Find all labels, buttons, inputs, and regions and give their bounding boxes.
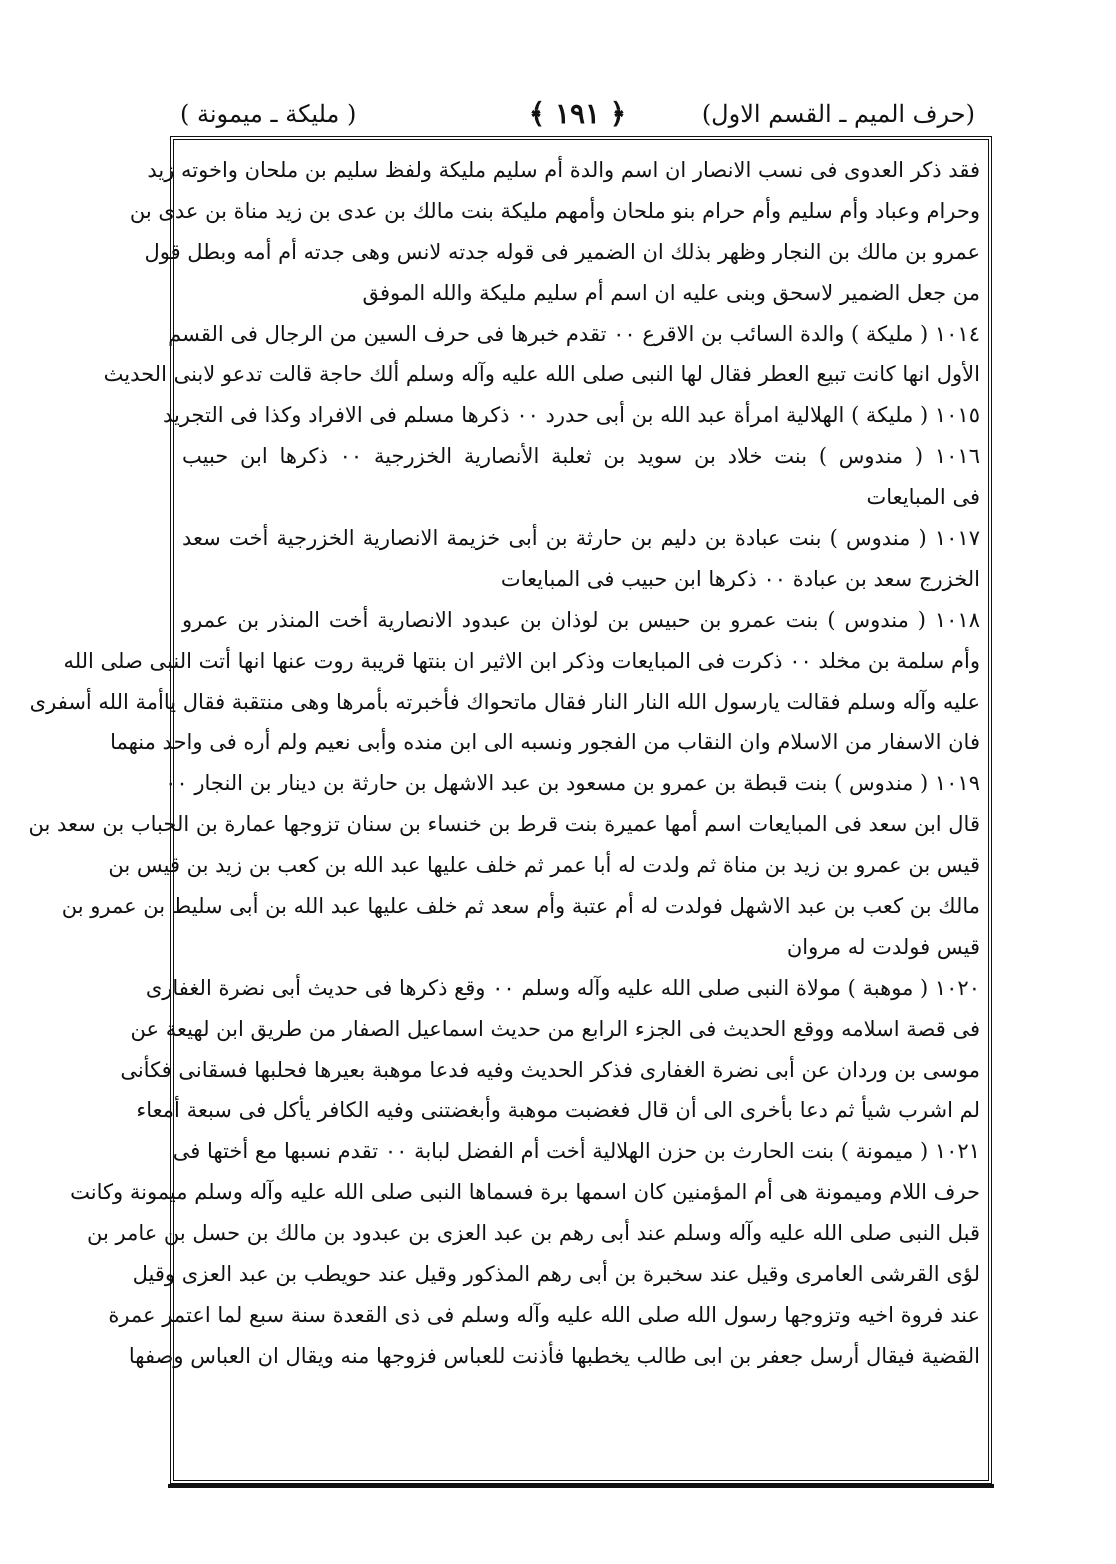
bottom-rule bbox=[168, 1484, 994, 1488]
page-body bbox=[28, 150, 980, 1475]
text-line: ١٠١٤ ( مليكة ) والدة السائب بن الاقرع ٠٠ تقدم خبرها فى حرف السين من الرجال فى القسم bbox=[168, 321, 980, 346]
text-line: وأم سلمة بن مخلد ٠٠ ذكرت فى المبايعات وذكر ابن الاثير ان بنتها قريبة روت عنها انها أتت النبى صلى الله bbox=[63, 648, 980, 673]
text-line: حرف اللام وميمونة هى أم المؤمنين كان اسمها برة فسماها النبى صلى الله عليه وآله وسلم ميمونة وكانت bbox=[70, 1180, 980, 1205]
text-line: قال ابن سعد فى المبايعات اسم أمها عميرة بنت قرط بن خنساء بن سنان تزوجها عمارة بن الحباب بن سعد بن bbox=[28, 812, 980, 837]
text-line: ١٠١٨ ( مندوس ) بنت عمرو بن حبيس بن لوذان بن عبدود الانصارية أخت المنذر بن عمرو bbox=[182, 607, 980, 632]
text-line: قيس بن عمرو بن زيد بن مناة ثم ولدت له أبا عمر ثم خلف عليها عبد الله بن كعب بن زيد بن قيس بن bbox=[108, 853, 980, 878]
text-line: الأول انها كانت تبيع العطر فقال لها النبى صلى الله عليه وآله وسلم ألك حاجة قالت تدعو لابنى الحديث bbox=[103, 362, 980, 387]
text-line: لم اشرب شيأ ثم دعا بأخرى الى أن قال فغضبت موهبة وأبغضتنى وفيه الكافر يأكل فى سبعة أمعاء bbox=[136, 1098, 980, 1123]
text-line: ١٠١٦ ( مندوس ) بنت خلاد بن سويد بن ثعلبة الأنصارية الخزرجية ٠٠ ذكرها ابن حبيب bbox=[182, 444, 980, 469]
text-line: ١٠٢٠ ( موهبة ) مولاة النبى صلى الله عليه وآله وسلم ٠٠ وقع ذكرها فى حديث أبى نضرة الغفارى bbox=[145, 975, 980, 1000]
text-line: فقد ذكر العدوى فى نسب الانصار ان اسم والدة أم سليم مليكة ولفظ سليم بن ملحان واخوته زيد bbox=[147, 158, 980, 182]
page-header bbox=[180, 92, 975, 136]
text-line: مالك بن كعب بن عبد الاشهل فولدت له أم عتبة وأم سعد ثم خلف عليها عبد الله بن أبى سليط بن عمرو بن bbox=[61, 894, 980, 919]
text-line: ١٠٢١ ( ميمونة ) بنت الحارث بن حزن الهلالية أخت أم الفضل لبابة ٠٠ تقدم نسبها مع أختها فى bbox=[172, 1139, 980, 1164]
entry-range: ( مليكة ـ ميمونة ) bbox=[180, 100, 357, 128]
text-line: قيس فولدت له مروان bbox=[786, 934, 980, 959]
text-line: فى المبايعات bbox=[866, 485, 980, 510]
text-line: قبل النبى صلى الله عليه وآله وسلم عند أبى رهم بن عبد العزى بن عبدود بن مالك بن حسل بن عامر بن bbox=[86, 1221, 980, 1246]
text-line: ١٠١٥ ( مليكة ) الهلالية امرأة عبد الله بن أبى حدرد ٠٠ ذكرها مسلم فى الافراد وكذا فى التجريد bbox=[162, 403, 980, 428]
section-title: (حرف الميم ـ القسم الاول) bbox=[701, 100, 975, 128]
text-line: عمرو بن مالك بن النجار وظهر بذلك ان الضمير فى قوله جدته لانس وهى جدته أم أمه وبطل قول bbox=[144, 239, 980, 264]
text-line: القضية فيقال أرسل جعفر بن ابى طالب يخطبها فأذنت للعباس فزوجها منه ويقال ان العباس وصفها bbox=[128, 1343, 980, 1368]
text-line: عليه وآله وسلم فقالت يارسول الله النار النار فقال ماتحواك فأخبرته بأمرها وهى منتقبة فقال ياأمة الله أسفرى bbox=[29, 689, 980, 714]
text-line: فى قصة اسلامه ووقع الحديث فى الجزء الرابع من حديث اسماعيل الصفار من طريق ابن لهيعة عن bbox=[130, 1016, 980, 1041]
text-line: الخزرج سعد بن عبادة ٠٠ ذكرها ابن حبيب فى المبايعات bbox=[500, 566, 980, 591]
text-line: ١٠١٧ ( مندوس ) بنت عبادة بن دليم بن حارثة بن أبى خزيمة الانصارية الخزرجية أخت سعد bbox=[182, 526, 980, 551]
text-line: موسى بن وردان عن أبى نضرة الغفارى فذكر الحديث وفيه فدعا موهبة بعيرها فحلبها فسقانى فكأنى bbox=[120, 1057, 980, 1082]
text-line: من جعل الضمير لاسحق وبنى عليه ان اسم أم سليم مليكة والله الموفق bbox=[362, 280, 980, 305]
page-number: ﴿ ١٩١ ﴾ bbox=[528, 97, 627, 130]
text-line: وحرام وعباد وأم سليم وأم حرام بنو ملحان وأمهم مليكة بنت مالك بن عدى بن زيد مناة بن عدى بن bbox=[129, 198, 980, 223]
text-line: ١٠١٩ ( مندوس ) بنت قبطة بن عمرو بن مسعود بن عبد الاشهل بن حارثة بن دينار بن النجار ٠٠ bbox=[165, 771, 980, 796]
text-line: عند فروة اخيه وتزوجها رسول الله صلى الله عليه وآله وسلم فى ذى القعدة سنة سبع لما اعتمر عمرة bbox=[108, 1302, 980, 1327]
text-line: لؤى القرشى العامرى وقيل عند سخبرة بن أبى رهم المذكور وقيل عند حويطب بن عبد العزى وقيل bbox=[132, 1262, 980, 1287]
text-line: فان الاسفار من الاسلام وان النقاب من الفجور ونسبه الى ابن منده وأبى نعيم ولم أره فى واحد منهما bbox=[110, 730, 980, 755]
